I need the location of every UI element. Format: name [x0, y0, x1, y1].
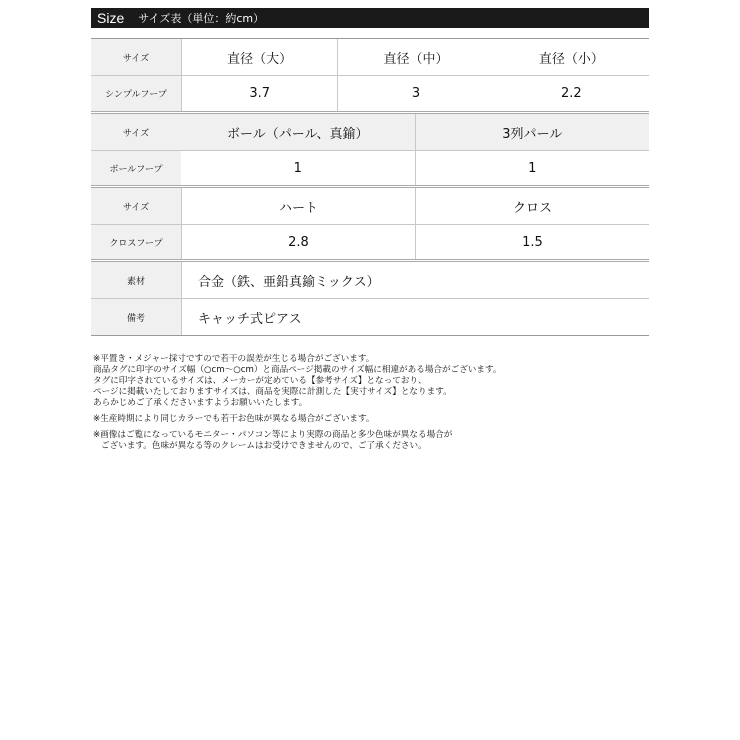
table1-col-large: 直径（大）	[181, 39, 337, 75]
table1-header-row	[91, 38, 649, 76]
size-table	[91, 38, 649, 336]
table3-value-row	[91, 225, 649, 262]
material-value: 合金（鉄、亜鉛真鍮ミックス）	[181, 262, 649, 298]
table2-val-ball: 1	[293, 160, 302, 176]
table1-value-row	[91, 76, 649, 114]
table1-col-medium: 直径（中）	[337, 39, 493, 75]
table2-col-pearl: 3列パール	[415, 114, 650, 150]
table3-col-heart: ハート	[181, 188, 415, 224]
table1-val-small: 2.2	[560, 86, 582, 101]
size-title: Size	[97, 10, 125, 26]
table2-size-label: サイズ	[91, 114, 181, 150]
table1-val-medium: 3	[337, 76, 493, 111]
remarks-row	[91, 299, 649, 336]
table3-val-heart: 2.8	[181, 225, 415, 259]
table1-size-label: サイズ	[91, 39, 181, 75]
table1-col-small: 直径（小）	[538, 51, 604, 67]
remarks-value: キャッチ式ピアス	[181, 299, 649, 335]
note-line: ページに掲載いたしておりますサイズは、商品を実際に計測した【実寸サイズ】となります。	[93, 387, 452, 397]
table2-col-ball: ボール（パール、真鍮）	[181, 114, 415, 150]
table3-col-cross: クロス	[415, 188, 649, 224]
remarks-label: 備考	[91, 299, 181, 335]
table3-row-label: クロスフープ	[91, 225, 181, 259]
table3-header-row	[91, 188, 649, 225]
note-line: ※生産時期により同じカラーでも若干お色味が異なる場合がございます。	[93, 414, 375, 424]
table1-row-label: シンプルフープ	[91, 76, 181, 111]
table2-header-row	[91, 114, 649, 151]
note-line: ※平置き・メジャー採寸ですので若干の誤差が生じる場合がございます。	[93, 354, 375, 364]
note-line: 商品タグに印字のサイズ幅（○cm～○cm）と商品ページ掲載のサイズ幅に相違がある場合がございます。	[93, 365, 502, 375]
table3-size-label: サイズ	[91, 188, 181, 224]
note-line: あらかじめご了承くださいますようお願いいたします。	[93, 398, 308, 408]
note-line: ございます。色味が異なる等のクレームはお受けできませんので、ご了承ください。	[101, 441, 427, 451]
material-row	[91, 262, 649, 299]
notes	[93, 354, 653, 452]
table3-val-cross: 1.5	[415, 225, 649, 259]
table2-val-pearl: 1	[415, 151, 650, 185]
size-subtitle: サイズ表（単位：約cm）	[138, 12, 265, 25]
table2-value-row	[91, 151, 649, 188]
table2-row-label: ボールフープ	[91, 151, 181, 185]
table1-val-large: 3.7	[181, 76, 337, 111]
note-line: ※画像はご覧になっているモニター・パソコン等により実際の商品と多少色味が異なる場合が	[93, 430, 453, 440]
size-header	[91, 8, 649, 28]
note-line: タグに印字されているサイズは、メーカーが定めている【参考サイズ】となっており、	[93, 376, 427, 386]
material-label: 素材	[91, 262, 181, 298]
